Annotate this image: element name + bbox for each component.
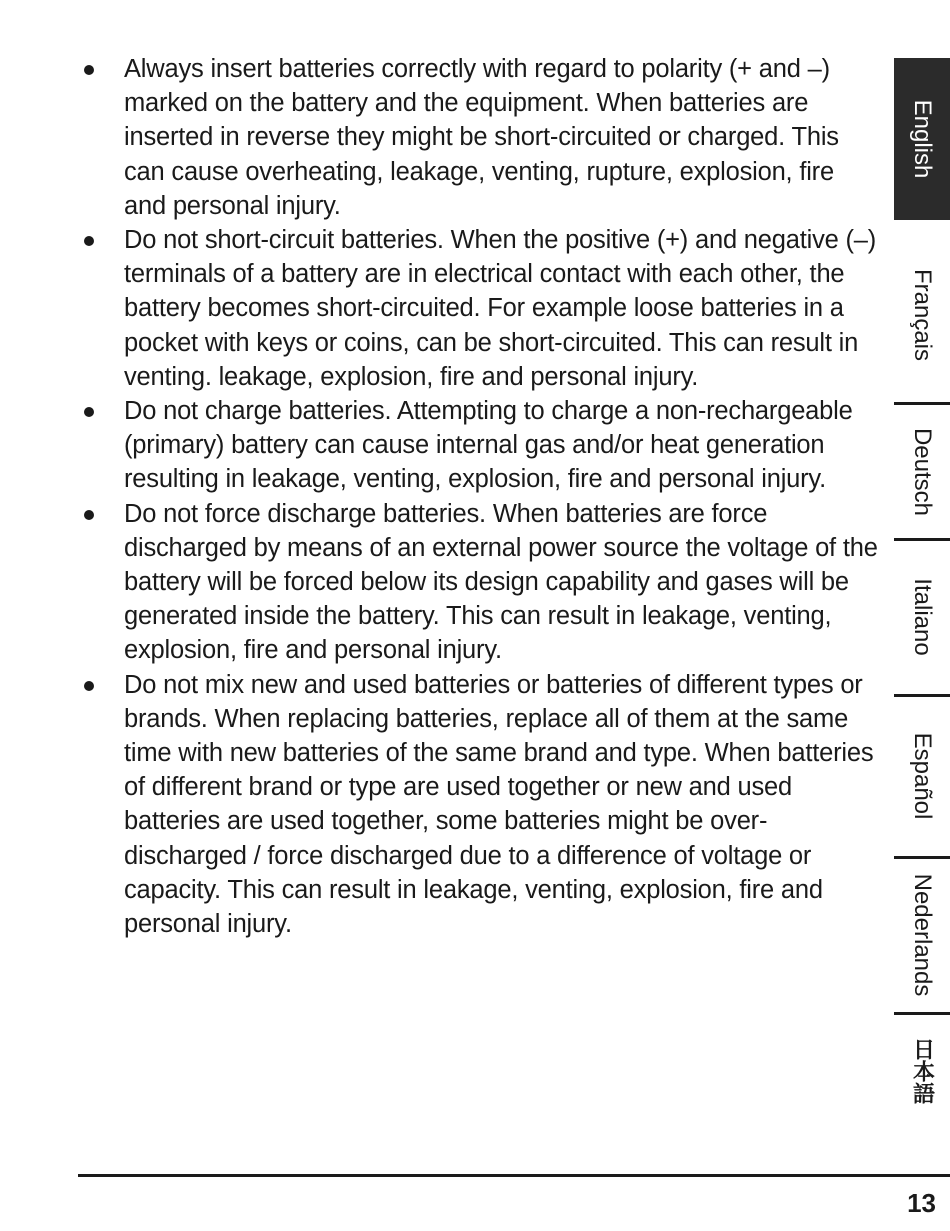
bullet-icon [84,65,94,75]
tab-divider [894,402,950,405]
tab-english[interactable] [894,58,950,220]
tab-label: 日本語 [909,1038,935,1104]
list-item [80,497,880,668]
footer-rule [78,1174,950,1177]
list-item [80,52,880,223]
document-body [80,52,880,941]
list-item [80,223,880,394]
tab-deutsch[interactable] [894,406,950,538]
tab-label: Nederlands [909,873,936,997]
tab-label: Deutsch [909,427,936,517]
tab-label: Français [909,268,936,362]
bullet-icon [84,681,94,691]
tab-label: Italiano [909,578,936,656]
tab-divider [894,1012,950,1015]
list-item-text: Do not force discharge batteries. When batteries are force discharged by means of an external power source the voltage of the battery will be forced below its design capability and gases will be generated inside the battery. This can result in leakage, venting, explosion, fire and personal injury. [124,499,878,665]
page-number: 13 [907,1188,936,1218]
tab-italiano[interactable] [894,542,950,692]
tab-nederlands[interactable] [894,860,950,1010]
battery-safety-list [80,52,880,941]
tab-label: Español [909,732,936,820]
list-item [80,394,880,497]
bullet-icon [84,236,94,246]
tab-espanol[interactable] [894,698,950,854]
tab-japanese[interactable] [894,1016,950,1126]
list-item-text: Always insert batteries correctly with regard to polarity (+ and –) marked on the battery and the equipment. When batteries are inserted in reverse they might be short-circuited or charged. This can cause overheating, leakage, venting, rupture, explosion, fire and personal injury. [124,55,839,220]
tab-francais[interactable] [894,230,950,400]
bullet-icon [84,407,94,417]
tab-divider [894,856,950,859]
tab-divider [894,538,950,541]
list-item-text: Do not short-circuit batteries. When the positive (+) and negative (–) terminals of a battery are in electrical contact with each other, the battery becomes short-circuited. For example loose batteries in a pocket with keys or coins, can be short-circuited. This can result in venting. leakage, explosion, fire and personal injury. [124,226,877,391]
tab-divider [894,694,950,697]
bullet-icon [84,510,94,520]
tab-label: English [909,99,936,179]
list-item-text: Do not mix new and used batteries or batteries of different types or brands. When replacing batteries, replace all of them at the same time with new batteries of the same brand and type. When batteries of different brand or type are used together or new and used batteries are used together, some batteries might be over-discharged / force discharged due to a difference of voltage or capacity. This can result in leakage, venting, explosion, fire and personal injury. [124,670,874,939]
list-item [80,668,880,942]
list-item-text: Do not charge batteries. Attempting to charge a non-rechargeable (primary) battery can cause internal gas and/or heat generation resulting in leakage, venting, explosion, fire and personal injury. [124,397,853,494]
